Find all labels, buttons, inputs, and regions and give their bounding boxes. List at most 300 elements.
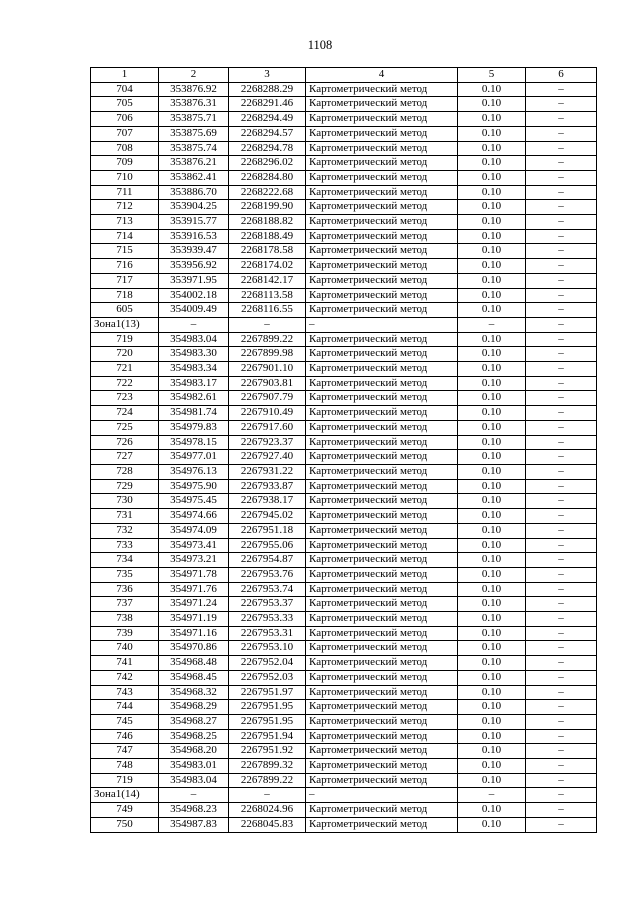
table-cell: 721 xyxy=(91,362,159,377)
table-cell: Картометрический метод xyxy=(306,185,458,200)
table-row xyxy=(91,685,597,700)
coordinates-table xyxy=(90,67,597,833)
table-cell: Картометрический метод xyxy=(306,464,458,479)
table-cell: Картометрический метод xyxy=(306,656,458,671)
table-cell: 737 xyxy=(91,597,159,612)
table-cell: Картометрический метод xyxy=(306,170,458,185)
table-cell: 720 xyxy=(91,347,159,362)
table-row xyxy=(91,700,597,715)
table-cell: 706 xyxy=(91,112,159,127)
table-cell: 2268294.78 xyxy=(229,141,306,156)
table-cell: Картометрический метод xyxy=(306,229,458,244)
table-cell: 710 xyxy=(91,170,159,185)
table-cell: Картометрический метод xyxy=(306,773,458,788)
table-cell: – xyxy=(526,670,597,685)
table-cell: 2267903.81 xyxy=(229,376,306,391)
table-cell: 2267951.18 xyxy=(229,523,306,538)
table-cell: 0.10 xyxy=(458,420,526,435)
table-cell: – xyxy=(526,303,597,318)
table-cell: 2268113.58 xyxy=(229,288,306,303)
table-cell: 0.10 xyxy=(458,112,526,127)
table-cell: 0.10 xyxy=(458,729,526,744)
table-cell: 2268188.49 xyxy=(229,229,306,244)
table-cell: 748 xyxy=(91,759,159,774)
table-row xyxy=(91,803,597,818)
table-cell: – xyxy=(526,215,597,230)
table-cell: Картометрический метод xyxy=(306,817,458,832)
table-cell: 2268284.80 xyxy=(229,170,306,185)
table-cell: Картометрический метод xyxy=(306,141,458,156)
table-cell: 354968.48 xyxy=(159,656,229,671)
table-cell: 0.10 xyxy=(458,229,526,244)
table-cell: 731 xyxy=(91,509,159,524)
table-cell: Картометрический метод xyxy=(306,670,458,685)
table-cell: – xyxy=(526,376,597,391)
table-row xyxy=(91,567,597,582)
table-cell: 0.10 xyxy=(458,362,526,377)
table-cell: Картометрический метод xyxy=(306,685,458,700)
table-cell: 732 xyxy=(91,523,159,538)
table-cell: Картометрический метод xyxy=(306,759,458,774)
table-cell: 2267953.10 xyxy=(229,641,306,656)
table-row xyxy=(91,391,597,406)
table-cell: 2267910.49 xyxy=(229,406,306,421)
table-cell: 0.10 xyxy=(458,273,526,288)
table-cell: – xyxy=(526,420,597,435)
table-cell: 354009.49 xyxy=(159,303,229,318)
table-cell: 0.10 xyxy=(458,406,526,421)
table-row xyxy=(91,729,597,744)
table-cell: – xyxy=(526,244,597,259)
table-cell: 2267933.87 xyxy=(229,479,306,494)
table-row xyxy=(91,288,597,303)
table-cell: 354971.78 xyxy=(159,567,229,582)
table-cell: 354976.13 xyxy=(159,464,229,479)
table-cell: – xyxy=(526,509,597,524)
table-cell: 354978.15 xyxy=(159,435,229,450)
table-cell: 724 xyxy=(91,406,159,421)
table-cell: – xyxy=(526,803,597,818)
table-row xyxy=(91,817,597,832)
table-cell: 354983.17 xyxy=(159,376,229,391)
table-cell: 2267951.97 xyxy=(229,685,306,700)
table-row xyxy=(91,626,597,641)
table-row xyxy=(91,406,597,421)
header-cell: 1 xyxy=(91,68,159,83)
table-cell: 353875.69 xyxy=(159,126,229,141)
table-row xyxy=(91,523,597,538)
table-row xyxy=(91,714,597,729)
table-cell: Картометрический метод xyxy=(306,347,458,362)
table-cell: 2267951.95 xyxy=(229,700,306,715)
table-cell: Картометрический метод xyxy=(306,82,458,97)
table-row xyxy=(91,244,597,259)
table-cell: 2267953.31 xyxy=(229,626,306,641)
table-cell: – xyxy=(526,435,597,450)
table-cell: – xyxy=(526,582,597,597)
table-cell: 354983.04 xyxy=(159,332,229,347)
table-cell: 0.10 xyxy=(458,464,526,479)
table-cell: Зона1(13) xyxy=(91,317,159,332)
table-cell: 354983.04 xyxy=(159,773,229,788)
table-cell: – xyxy=(526,97,597,112)
table-cell: Картометрический метод xyxy=(306,700,458,715)
table-cell: – xyxy=(229,317,306,332)
table-row xyxy=(91,509,597,524)
table-cell: 2267899.22 xyxy=(229,332,306,347)
table-row xyxy=(91,420,597,435)
table-cell: 708 xyxy=(91,141,159,156)
table-cell: 2267951.95 xyxy=(229,714,306,729)
table-cell: 353876.21 xyxy=(159,156,229,171)
table-row xyxy=(91,229,597,244)
table-cell: 0.10 xyxy=(458,97,526,112)
table-cell: – xyxy=(526,597,597,612)
table-cell: 0.10 xyxy=(458,185,526,200)
table-cell: 0.10 xyxy=(458,170,526,185)
table-cell: Картометрический метод xyxy=(306,597,458,612)
table-cell: 2268024.96 xyxy=(229,803,306,818)
table-cell: – xyxy=(526,406,597,421)
table-cell: 2268288.29 xyxy=(229,82,306,97)
table-cell: 713 xyxy=(91,215,159,230)
table-cell: 2267951.92 xyxy=(229,744,306,759)
table-cell: 0.10 xyxy=(458,670,526,685)
table-cell: – xyxy=(526,612,597,627)
table-cell: 2267953.76 xyxy=(229,567,306,582)
table-cell: – xyxy=(526,185,597,200)
table-cell: 354973.21 xyxy=(159,553,229,568)
table-cell: Картометрический метод xyxy=(306,259,458,274)
table-cell: 2267952.04 xyxy=(229,656,306,671)
table-cell: 0.10 xyxy=(458,244,526,259)
table-cell: 354002.18 xyxy=(159,288,229,303)
table-cell: 2267953.37 xyxy=(229,597,306,612)
table-cell: 2268291.46 xyxy=(229,97,306,112)
table-cell: Картометрический метод xyxy=(306,567,458,582)
table-cell: – xyxy=(526,347,597,362)
table-cell: 750 xyxy=(91,817,159,832)
table-cell: Картометрический метод xyxy=(306,376,458,391)
table-cell: – xyxy=(526,450,597,465)
table-cell: 0.10 xyxy=(458,479,526,494)
table-cell: 0.10 xyxy=(458,82,526,97)
table-cell: – xyxy=(526,700,597,715)
table-cell: 2268045.83 xyxy=(229,817,306,832)
header-cell: 3 xyxy=(229,68,306,83)
table-cell: 354971.16 xyxy=(159,626,229,641)
table-cell: 2267945.02 xyxy=(229,509,306,524)
table-cell: 354983.30 xyxy=(159,347,229,362)
table-cell: Картометрический метод xyxy=(306,420,458,435)
table-row xyxy=(91,185,597,200)
table-cell: 2267907.79 xyxy=(229,391,306,406)
table-cell: – xyxy=(526,494,597,509)
table-cell: 353904.25 xyxy=(159,200,229,215)
table-row xyxy=(91,82,597,97)
table-cell: 744 xyxy=(91,700,159,715)
table-cell: Картометрический метод xyxy=(306,244,458,259)
table-row xyxy=(91,200,597,215)
table-row xyxy=(91,347,597,362)
table-row xyxy=(91,259,597,274)
table-cell: Картометрический метод xyxy=(306,97,458,112)
table-cell: 354974.66 xyxy=(159,509,229,524)
table-cell: 2267923.37 xyxy=(229,435,306,450)
table-cell: 354971.24 xyxy=(159,597,229,612)
table-cell: Картометрический метод xyxy=(306,612,458,627)
table-cell: – xyxy=(159,317,229,332)
table-cell: – xyxy=(526,82,597,97)
table-cell: – xyxy=(526,362,597,377)
table-cell: – xyxy=(526,656,597,671)
table-cell: 353886.70 xyxy=(159,185,229,200)
table-cell: Картометрический метод xyxy=(306,450,458,465)
table-cell: 354968.27 xyxy=(159,714,229,729)
table-cell: 745 xyxy=(91,714,159,729)
table-cell: Картометрический метод xyxy=(306,156,458,171)
table-row xyxy=(91,126,597,141)
table-row xyxy=(91,317,597,332)
table-cell: 354983.34 xyxy=(159,362,229,377)
table-cell: 0.10 xyxy=(458,538,526,553)
table-cell: – xyxy=(526,288,597,303)
table-cell: 2267953.33 xyxy=(229,612,306,627)
table-cell: 353956.92 xyxy=(159,259,229,274)
table-cell: – xyxy=(526,744,597,759)
table-row xyxy=(91,332,597,347)
table-cell: 354982.61 xyxy=(159,391,229,406)
table-cell: 353915.77 xyxy=(159,215,229,230)
table-row xyxy=(91,538,597,553)
table-cell: – xyxy=(526,126,597,141)
table-cell: 735 xyxy=(91,567,159,582)
table-cell: – xyxy=(526,714,597,729)
table-row xyxy=(91,156,597,171)
table-cell: 742 xyxy=(91,670,159,685)
table-cell: 739 xyxy=(91,626,159,641)
table-cell: – xyxy=(526,141,597,156)
table-row xyxy=(91,773,597,788)
table-cell: Картометрический метод xyxy=(306,288,458,303)
table-cell: 2267931.22 xyxy=(229,464,306,479)
table-row xyxy=(91,97,597,112)
table-row xyxy=(91,479,597,494)
table-cell: 718 xyxy=(91,288,159,303)
table-cell: 733 xyxy=(91,538,159,553)
table-cell: 743 xyxy=(91,685,159,700)
table-cell: 354970.86 xyxy=(159,641,229,656)
table-row xyxy=(91,744,597,759)
table-row xyxy=(91,362,597,377)
table-cell: – xyxy=(526,567,597,582)
table-row xyxy=(91,376,597,391)
table-cell: – xyxy=(458,317,526,332)
table-cell: 0.10 xyxy=(458,391,526,406)
table-cell: 353916.53 xyxy=(159,229,229,244)
table-cell: 722 xyxy=(91,376,159,391)
table-cell: 0.10 xyxy=(458,656,526,671)
table-cell: 736 xyxy=(91,582,159,597)
table-cell: 0.10 xyxy=(458,567,526,582)
table-cell: – xyxy=(526,317,597,332)
table-cell: 714 xyxy=(91,229,159,244)
table-cell: 709 xyxy=(91,156,159,171)
table-cell: – xyxy=(526,259,597,274)
table-cell: 354983.01 xyxy=(159,759,229,774)
table-cell: 0.10 xyxy=(458,803,526,818)
table-cell: – xyxy=(526,229,597,244)
table-cell: 2268178.58 xyxy=(229,244,306,259)
table-cell: 2267953.74 xyxy=(229,582,306,597)
table-cell: 2267917.60 xyxy=(229,420,306,435)
table-row xyxy=(91,494,597,509)
table-cell: 2267901.10 xyxy=(229,362,306,377)
table-cell: 717 xyxy=(91,273,159,288)
table-cell: 0.10 xyxy=(458,288,526,303)
table-cell: – xyxy=(526,479,597,494)
table-row xyxy=(91,112,597,127)
table-cell: 0.10 xyxy=(458,376,526,391)
table-cell: 353876.31 xyxy=(159,97,229,112)
table-cell: Картометрический метод xyxy=(306,126,458,141)
table-cell: 0.10 xyxy=(458,494,526,509)
table-cell: 354968.25 xyxy=(159,729,229,744)
table-cell: – xyxy=(526,523,597,538)
table-cell: – xyxy=(526,273,597,288)
table-cell: 0.10 xyxy=(458,215,526,230)
table-cell: 726 xyxy=(91,435,159,450)
table-cell: 2267938.17 xyxy=(229,494,306,509)
table-body xyxy=(91,82,597,832)
table-cell: – xyxy=(526,156,597,171)
table-cell: 2267954.87 xyxy=(229,553,306,568)
table-cell: 0.10 xyxy=(458,523,526,538)
table-cell: Картометрический метод xyxy=(306,582,458,597)
table-cell: 354968.20 xyxy=(159,744,229,759)
table-cell: 0.10 xyxy=(458,553,526,568)
table-cell: 354971.19 xyxy=(159,612,229,627)
table-cell: 2268142.17 xyxy=(229,273,306,288)
table-cell: 2268296.02 xyxy=(229,156,306,171)
table-cell: 704 xyxy=(91,82,159,97)
table-cell: 0.10 xyxy=(458,773,526,788)
table-row xyxy=(91,215,597,230)
table-cell: – xyxy=(526,729,597,744)
table-cell: 2267899.32 xyxy=(229,759,306,774)
table-cell: 740 xyxy=(91,641,159,656)
table-cell: Картометрический метод xyxy=(306,200,458,215)
table-cell: 0.10 xyxy=(458,759,526,774)
table-cell: Картометрический метод xyxy=(306,553,458,568)
table-cell: 728 xyxy=(91,464,159,479)
table-row xyxy=(91,464,597,479)
table-cell: Картометрический метод xyxy=(306,362,458,377)
table-row xyxy=(91,759,597,774)
table-cell: 0.10 xyxy=(458,582,526,597)
table-cell: Картометрический метод xyxy=(306,435,458,450)
table-cell: Картометрический метод xyxy=(306,626,458,641)
header-cell: 6 xyxy=(526,68,597,83)
table-row xyxy=(91,303,597,318)
table-cell: 2267899.98 xyxy=(229,347,306,362)
table-cell: 354975.90 xyxy=(159,479,229,494)
table-cell: – xyxy=(229,788,306,803)
table-cell: 353971.95 xyxy=(159,273,229,288)
table-row xyxy=(91,450,597,465)
table-cell: 734 xyxy=(91,553,159,568)
table-cell: Картометрический метод xyxy=(306,729,458,744)
table-cell: – xyxy=(306,788,458,803)
table-cell: 749 xyxy=(91,803,159,818)
table-cell: 354968.23 xyxy=(159,803,229,818)
table-cell: Картометрический метод xyxy=(306,273,458,288)
table-cell: 711 xyxy=(91,185,159,200)
table-cell: – xyxy=(526,788,597,803)
table-cell: Картометрический метод xyxy=(306,112,458,127)
table-cell: 746 xyxy=(91,729,159,744)
table-cell: 0.10 xyxy=(458,200,526,215)
table-cell: 0.10 xyxy=(458,303,526,318)
table-cell: – xyxy=(526,464,597,479)
table-cell: Картометрический метод xyxy=(306,538,458,553)
table-cell: Зона1(14) xyxy=(91,788,159,803)
table-row xyxy=(91,641,597,656)
table-cell: – xyxy=(526,626,597,641)
table-cell: 0.10 xyxy=(458,685,526,700)
header-cell: 5 xyxy=(458,68,526,83)
table-cell: 2268188.82 xyxy=(229,215,306,230)
table-cell: 741 xyxy=(91,656,159,671)
table-cell: 0.10 xyxy=(458,744,526,759)
table-cell: 725 xyxy=(91,420,159,435)
table-cell: 605 xyxy=(91,303,159,318)
table-cell: Картометрический метод xyxy=(306,406,458,421)
table-cell: 0.10 xyxy=(458,156,526,171)
table-cell: 354968.29 xyxy=(159,700,229,715)
table-cell: Картометрический метод xyxy=(306,714,458,729)
table-cell: Картометрический метод xyxy=(306,391,458,406)
table-cell: 716 xyxy=(91,259,159,274)
table-cell: – xyxy=(526,759,597,774)
table-cell: 2268294.57 xyxy=(229,126,306,141)
table-cell: 2268174.02 xyxy=(229,259,306,274)
table-cell: 2267927.40 xyxy=(229,450,306,465)
table-cell: – xyxy=(526,685,597,700)
table-cell: – xyxy=(306,317,458,332)
table-cell: – xyxy=(159,788,229,803)
table-cell: 0.10 xyxy=(458,612,526,627)
table-row xyxy=(91,170,597,185)
table-cell: – xyxy=(526,538,597,553)
table-cell: – xyxy=(526,553,597,568)
table-cell: – xyxy=(458,788,526,803)
table-cell: – xyxy=(526,641,597,656)
table-cell: 354981.74 xyxy=(159,406,229,421)
table-row xyxy=(91,670,597,685)
table-row xyxy=(91,612,597,627)
table-cell: 723 xyxy=(91,391,159,406)
table-row xyxy=(91,553,597,568)
table-cell: 353862.41 xyxy=(159,170,229,185)
table-cell: – xyxy=(526,773,597,788)
table-cell: Картометрический метод xyxy=(306,215,458,230)
table-cell: 354971.76 xyxy=(159,582,229,597)
table-cell: Картометрический метод xyxy=(306,803,458,818)
table-row xyxy=(91,582,597,597)
table-cell: 2267952.03 xyxy=(229,670,306,685)
table-cell: – xyxy=(526,200,597,215)
